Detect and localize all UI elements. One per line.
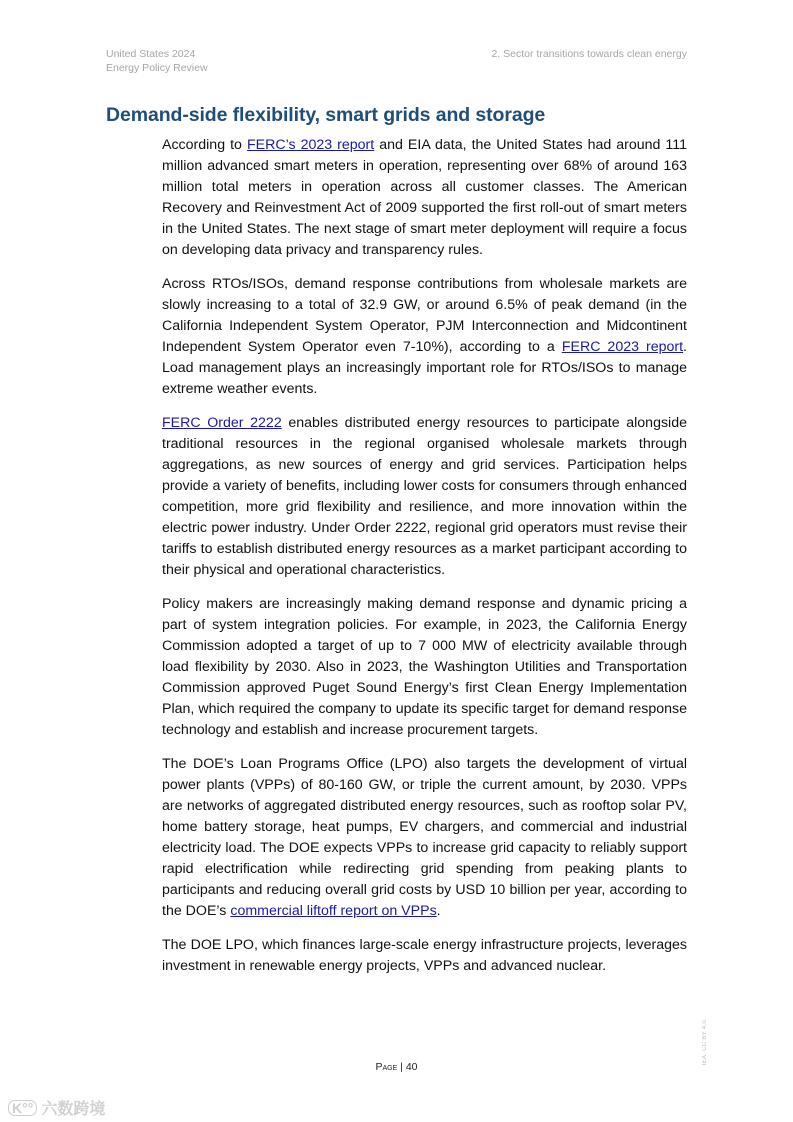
page-label: Page bbox=[375, 1061, 398, 1073]
text: According to bbox=[162, 137, 247, 153]
report-title: Energy Policy Review bbox=[106, 62, 208, 74]
running-header-left bbox=[106, 47, 208, 75]
paragraph-smart-meters bbox=[162, 135, 687, 261]
page-number: 40 bbox=[405, 1061, 418, 1073]
watermark bbox=[8, 1096, 105, 1119]
license-notice: IEA. CC BY 4.0. bbox=[702, 1018, 708, 1066]
vpp-liftoff-report-link[interactable]: commercial liftoff report on VPPs bbox=[230, 903, 437, 919]
text: and EIA data, the United States had around 111 million advanced smart meters in operation, representing over 68% of around 163 million total meters in operation across all customer classes. The American Recovery and Reinvestment Act of 2009 supported the first roll-out of smart meters in the United States. The next stage of smart meter deployment will require a focus on developing data privacy and transparency rules. bbox=[162, 137, 687, 258]
section-heading: Demand-side flexibility, smart grids and storage bbox=[106, 104, 546, 126]
paragraph-demand-response bbox=[162, 274, 687, 400]
text: Across RTOs/ISOs, demand response contributions from wholesale markets are slowly increasing to a total of 32.9 GW, or around 6.5% of peak demand (in the California Independent System Operator, PJM Interconnection and Midcontinent Independent System Operator even 7-10%), according to a bbox=[162, 276, 687, 355]
text: The DOE’s Loan Programs Office (LPO) also targets the development of virtual power plants (VPPs) of 80-160 GW, or triple the current amount, by 2030. VPPs are networks of aggregated distributed energy resources, such as rooftop solar PV, home battery storage, heat pumps, EV chargers, and commercial and industrial electricity load. The DOE expects VPPs to increase grid capacity to reliably support rapid electrification while redirecting grid spending from peaking plants to participants and reducing overall grid costs by USD 10 billion per year, according to the DOE’s bbox=[162, 756, 687, 919]
text: . Load management plays an increasingly important role for RTOs/ISOs to manage extreme weather events. bbox=[162, 339, 687, 397]
paragraph-vpps bbox=[162, 754, 687, 922]
section-body bbox=[162, 135, 687, 990]
report-country-year: United States 2024 bbox=[106, 48, 196, 60]
text: . bbox=[436, 903, 441, 919]
text: enables distributed energy resources to participate alongside traditional resources in the regional organised wholesale markets through aggregations, as new sources of energy and grid services. Participation helps provide a variety of benefits, including lower costs for consumers through enhanced competition, more grid flexibility and resilience, and more innovation within the electric power industry. Under Order 2222, regional grid operators must revise their tariffs to establish distributed energy resources as a market participant according to their physical and operational characteristics. bbox=[162, 415, 687, 578]
paragraph-order-2222 bbox=[162, 413, 687, 581]
page-footer bbox=[0, 1061, 793, 1073]
ferc-2023-report-link[interactable]: FERC’s 2023 report bbox=[246, 137, 375, 153]
paragraph-policy-makers: Policy makers are increasingly making demand response and dynamic pricing a part of system integration policies. For example, in 2023, the California Energy Commission adopted a target of up to 7 000 MW of electricity available through load flexibility by 2030. Also in 2023, the Washington Utilities and Transportation Commission approved Puget Sound Energy’s first Clean Energy Implementation Plan, which required the company to update its specific target for demand response technology and establish and increase procurement targets. bbox=[162, 596, 687, 738]
ferc-order-2222-link[interactable]: FERC Order 2222 bbox=[162, 415, 282, 431]
ferc-2023-report-link-2[interactable]: FERC 2023 report bbox=[561, 339, 684, 355]
page-separator: | bbox=[397, 1061, 406, 1073]
watermark-text: 六数跨境 bbox=[41, 1101, 106, 1118]
paragraph-doe-lpo: The DOE LPO, which finances large-scale energy infrastructure projects, leverages investment in renewable energy projects, VPPs and advanced nuclear. bbox=[162, 937, 687, 974]
running-header-chapter: 2. Sector transitions towards clean energy bbox=[491, 48, 687, 60]
watermark-logo-icon: K°° bbox=[8, 1100, 37, 1116]
